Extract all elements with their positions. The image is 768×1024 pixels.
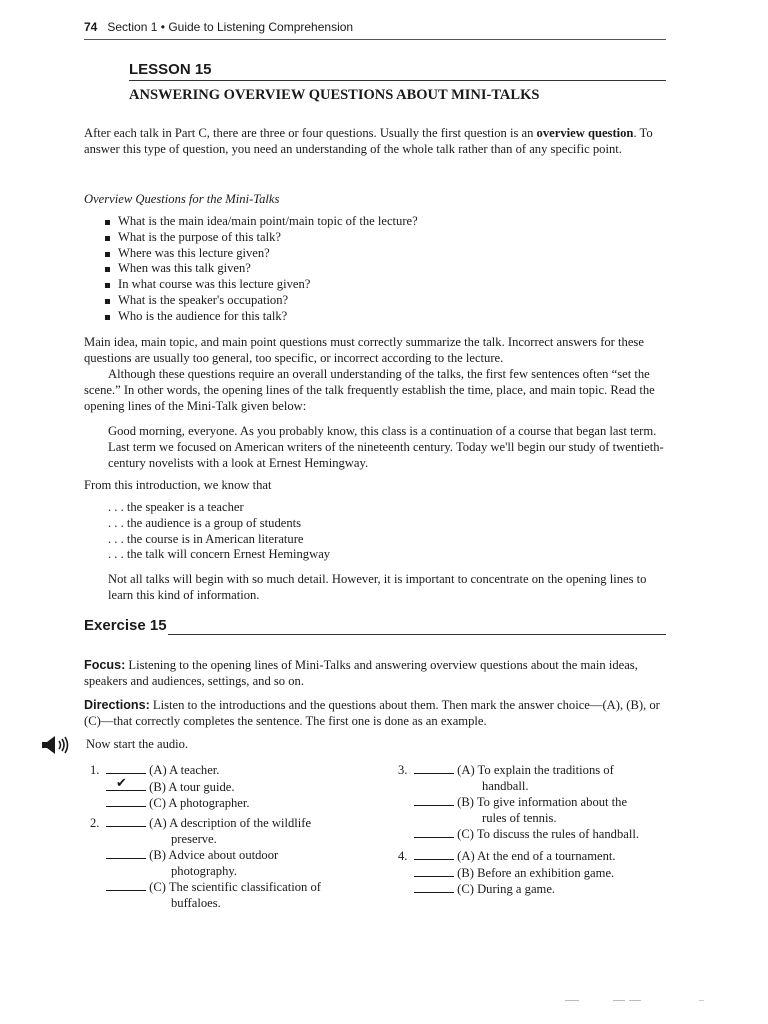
answer-blank[interactable] bbox=[106, 762, 146, 774]
lesson-rule bbox=[129, 80, 666, 81]
focus-paragraph: Focus: Listening to the opening lines of Mini-Talks and answering overview questions about the main ideas, speakers and audiences, settings, and so on. bbox=[84, 658, 638, 688]
answer-blank[interactable] bbox=[414, 848, 454, 860]
question-number: 1. bbox=[90, 763, 100, 777]
question-number: 4. bbox=[398, 849, 408, 863]
checkmark-icon: ✔ bbox=[116, 774, 127, 790]
answer-blank[interactable] bbox=[106, 815, 146, 827]
list-item: . . . the talk will concern Ernest Hemingway bbox=[108, 547, 331, 562]
scan-marks bbox=[565, 1000, 705, 1002]
list-item: What is the purpose of this talk? bbox=[105, 230, 418, 246]
page-number: 74 bbox=[84, 20, 98, 34]
list-item: . . . the audience is a group of students bbox=[108, 515, 302, 530]
question-4: 4. (A) At the end of a tournament. (B) Before an exhibition game. (C) During a game. bbox=[398, 849, 616, 897]
list-item: What is the speaker's occupation? bbox=[105, 293, 418, 309]
question-1: 1. (A) A teacher. ✔ (B) A tour guide. (C) A photographer. bbox=[90, 763, 250, 811]
focus-label: Focus: bbox=[84, 658, 126, 672]
intro-paragraph: After each talk in Part C, there are three or four questions. Usually the first question is an overview question. To answer this type of question, you need an understanding of the whole talk rather than of any specific point. bbox=[84, 126, 653, 156]
introduction-lead: From this introduction, we know that bbox=[84, 478, 272, 492]
question-number: 2. bbox=[90, 816, 100, 830]
set-the-scene-paragraph: Although these questions require an overall understanding of the talks, the first few sentences often “set the scene.” In other words, the opening lines of the talk frequently establish the time, place, and main topic. Read the opening lines of the Mini-Talk given below: bbox=[84, 367, 655, 413]
header-separator: • bbox=[160, 20, 165, 34]
lesson-title: ANSWERING OVERVIEW QUESTIONS ABOUT MINI-TALKS bbox=[129, 87, 540, 103]
list-item: Who is the audience for this talk? bbox=[105, 309, 418, 325]
overview-heading: Overview Questions for the Mini-Talks bbox=[84, 192, 280, 206]
exercise-rule bbox=[168, 634, 666, 635]
answer-blank[interactable] bbox=[106, 847, 146, 859]
section-label: Section 1 bbox=[107, 20, 158, 34]
header-title: Guide to Listening Comprehension bbox=[168, 20, 354, 34]
answer-blank[interactable] bbox=[106, 879, 146, 891]
list-item: Where was this lecture given? bbox=[105, 246, 418, 262]
answer-blank[interactable] bbox=[414, 881, 454, 893]
directions-label: Directions: bbox=[84, 698, 150, 712]
main-idea-paragraph: Main idea, main topic, and main point questions must correctly summarize the talk. Incorrect answers for these questions are usually too general, too specific, or incorrect according to the lecture. bbox=[84, 335, 644, 365]
directions-paragraph: Directions: Listen to the introductions and the questions about them. Then mark the answer choice—(A), (B), or (C)—that correctly completes the sentence. The first one is done as an example. bbox=[84, 698, 660, 728]
question-number: 3. bbox=[398, 763, 408, 777]
list-item: When was this talk given? bbox=[105, 261, 418, 277]
answer-blank[interactable] bbox=[414, 865, 454, 877]
mini-talk-quote: Good morning, everyone. As you probably know, this class is a continuation of a course that began last term. Last term we focused on American writers of the nineteenth century. Today we'll begin our study of twentieth-century novelists with a look at Ernest Hemingway. bbox=[108, 424, 664, 470]
overview-question-term: overview question bbox=[536, 126, 634, 140]
list-item: . . . the speaker is a teacher bbox=[108, 500, 244, 514]
detail-paragraph: Not all talks will begin with so much detail. However, it is important to concentrate on the opening lines to learn this kind of information. bbox=[108, 572, 647, 602]
lesson-label: LESSON 15 bbox=[129, 61, 212, 78]
list-item: . . . the course is in American literature bbox=[108, 531, 304, 546]
answer-blank[interactable] bbox=[414, 826, 454, 838]
audio-instruction: Now start the audio. bbox=[86, 737, 189, 751]
answer-blank[interactable] bbox=[414, 794, 454, 806]
header-rule bbox=[84, 39, 666, 40]
running-header bbox=[84, 20, 353, 34]
question-2: 2. (A) A description of the wildlife preserve. (B) Advice about outdoor photography. (C) The scientific classification of buffaloes. bbox=[90, 816, 321, 910]
exercise-label: Exercise 15 bbox=[84, 617, 167, 634]
known-facts-list bbox=[108, 500, 330, 563]
answer-blank-checked[interactable] bbox=[106, 774, 146, 791]
audio-speaker-icon[interactable] bbox=[40, 734, 88, 756]
answer-blank[interactable] bbox=[414, 762, 454, 774]
overview-question-list bbox=[105, 214, 418, 325]
list-item: In what course was this lecture given? bbox=[105, 277, 418, 293]
question-3: 3. (A) To explain the traditions of handball. (B) To give information about the rules of tennis. (C) To discuss the rules of handball. bbox=[398, 763, 639, 842]
list-item: What is the main idea/main point/main topic of the lecture? bbox=[105, 214, 418, 230]
answer-blank[interactable] bbox=[106, 795, 146, 807]
